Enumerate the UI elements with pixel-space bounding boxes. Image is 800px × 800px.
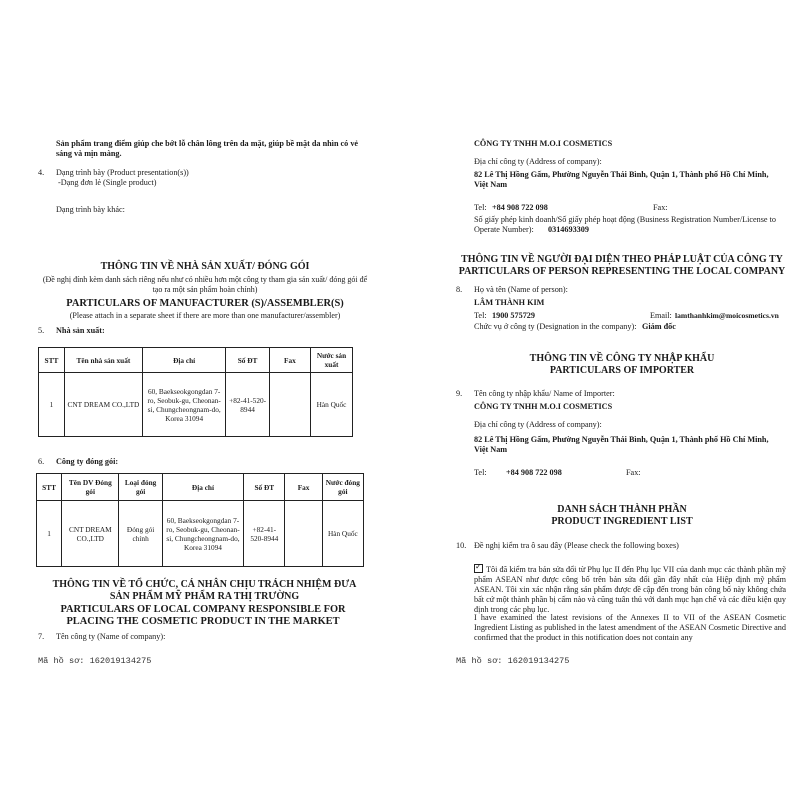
manufacturer-title-vn: THÔNG TIN VỀ NHÀ SẢN XUẤT/ ĐÓNG GÓI xyxy=(100,261,310,272)
importer-address-value: 82 Lê Thị Hồng Gấm, Phường Nguyễn Thái Bình, Quận 1, Thành phố Hồ Chí Minh, Việt Nam xyxy=(474,435,769,454)
item-7-number: 7. xyxy=(38,632,45,641)
item-7-label: Tên công ty (Name of company): xyxy=(56,632,166,641)
manufacturer-table xyxy=(38,347,353,437)
manufacturer-note-en: (Please attach in a separate sheet if there are more than one manufacturer/assembler) xyxy=(69,311,341,320)
item-8-number: 8. xyxy=(456,285,463,294)
item-4-number: 4. xyxy=(38,168,45,177)
table-header-row xyxy=(39,348,353,373)
item-4-value: -Dạng đơn lẻ (Single product) xyxy=(58,178,157,187)
column-header: STT xyxy=(39,348,65,373)
table-cell: Đóng gói chính xyxy=(119,501,162,567)
checkbox-statement-en: I have examined the latest revisions of the Annexes II to VII of the ASEAN Cosmetic Ingredient Listing as published in the latest amendment of the ASEAN Cosmetic Directive and confirmed that the product in this notification does not contain any xyxy=(474,613,786,642)
importer-name: CÔNG TY TNHH M.O.I COSMETICS xyxy=(474,402,613,411)
item-9-label: Tên công ty nhập khẩu/ Name of Importer: xyxy=(474,389,615,398)
column-header: Nước đóng gói xyxy=(322,474,363,501)
column-header: Tên DV Đóng gói xyxy=(62,474,119,501)
importer-tel-value: +84 908 722 098 xyxy=(506,468,562,477)
tel-label: Tel: xyxy=(474,203,487,212)
importer-fax-label: Fax: xyxy=(626,468,641,477)
ingredient-title-en: PRODUCT INGREDIENT LIST xyxy=(551,516,693,527)
table-cell xyxy=(269,373,310,437)
address-value: 82 Lê Thị Hồng Gấm, Phường Nguyễn Thái Bình, Quận 1, Thành phố Hồ Chí Minh, Việt Nam xyxy=(474,170,769,189)
importer-tel-label: Tel: xyxy=(474,468,487,477)
document-page-right xyxy=(400,0,800,800)
other-presentation-label: Dạng trình bày khác: xyxy=(56,205,125,214)
column-header: Fax xyxy=(269,348,310,373)
manufacturer-title-en: PARTICULARS OF MANUFACTURER (S)/ASSEMBLER(S) xyxy=(66,298,344,309)
position-label: Chức vụ ở công ty (Designation in the company): xyxy=(474,322,637,331)
file-code-right: Mã hồ sơ: 162019134275 xyxy=(456,656,570,666)
item-4-label: Dạng trình bày (Product presentation(s)) xyxy=(56,168,189,177)
column-header: STT xyxy=(37,474,62,501)
column-header: Fax xyxy=(285,474,322,501)
representative-title-vn: THÔNG TIN VỀ NGƯỜI ĐẠI DIỆN THEO PHÁP LUẬT CỦA CÔNG TY xyxy=(461,254,783,265)
table-cell: CNT DREAM CO.,LTD xyxy=(64,373,142,437)
checkbox-statement-vn xyxy=(474,564,786,615)
column-header: Nước sản xuất xyxy=(311,348,353,373)
tel-value: +84 908 722 098 xyxy=(492,203,548,212)
table-cell xyxy=(285,501,322,567)
position-value: Giám đốc xyxy=(642,322,676,331)
address-label: Địa chỉ công ty (Address of company): xyxy=(474,157,602,166)
importer-title-vn: THÔNG TIN VỀ CÔNG TY NHẬP KHẨU xyxy=(529,353,715,364)
table-cell: CNT DREAM CO.,LTD xyxy=(62,501,119,567)
item-5-number: 5. xyxy=(38,326,45,335)
checkbox-checked-icon[interactable] xyxy=(474,564,483,573)
ingredient-title-vn: DANH SÁCH THÀNH PHẦN xyxy=(557,504,687,515)
item-10-number: 10. xyxy=(456,541,467,550)
item-6-number: 6. xyxy=(38,457,45,466)
column-header: Địa chỉ xyxy=(142,348,225,373)
table-row xyxy=(37,501,364,567)
company-name: CÔNG TY TNHH M.O.I COSMETICS xyxy=(474,139,613,148)
fax-label: Fax: xyxy=(653,203,668,212)
checkbox-statement-vn-text: Tôi đã kiểm tra bản sửa đổi từ Phụ lục II đến Phụ lục VII của danh mục các thành phần mỹ phẩm ASEAN như được công bố trên bản sửa đổi gần đây nhất của Hiệp định mỹ phẩm ASEAN. Tôi xin xác nhận rằng sản phẩm được đề cập đến trong bản công bố này không chứa bất cứ một thành phần bị cấm nào và cũng tuân thủ với danh mục hạn chế và các điều kiện quy định trong các phụ lục. xyxy=(474,565,786,614)
importer-title-en: PARTICULARS OF IMPORTER xyxy=(549,365,695,376)
table-row xyxy=(39,373,353,437)
email-value: lamthanhkim@moicosmetics.vn xyxy=(675,311,779,320)
column-header: Loại đóng gói xyxy=(119,474,162,501)
table-header-row xyxy=(37,474,364,501)
representative-title-en: PARTICULARS OF PERSON REPRESENTING THE LOCAL COMPANY xyxy=(458,266,786,277)
importer-address-label: Địa chỉ công ty (Address of company): xyxy=(474,420,602,429)
table-cell: 60, Baekseokgongdan 7-ro, Seobuk-gu, Cheonan-si, Chungcheongnam-do, Korea 31094 xyxy=(162,501,243,567)
column-header: Số ĐT xyxy=(244,474,285,501)
assembler-table xyxy=(36,473,364,567)
table-cell: +82-41-520-8944 xyxy=(226,373,269,437)
table-cell: 60, Baekseokgongdan 7-ro, Seobuk-gu, Cheonan-si, Chungcheongnam-do, Korea 31094 xyxy=(142,373,225,437)
column-header: Tên nhà sản xuất xyxy=(64,348,142,373)
item-9-number: 9. xyxy=(456,389,463,398)
table-cell: +82-41-520-8944 xyxy=(244,501,285,567)
item-5-label: Nhà sản xuất: xyxy=(56,326,105,335)
person-tel-value: 1900 575729 xyxy=(492,311,535,320)
item-10-label: Đề nghị kiểm tra ô sau đây (Please check the following boxes) xyxy=(474,541,679,550)
column-header: Địa chỉ xyxy=(162,474,243,501)
column-header: Số ĐT xyxy=(226,348,269,373)
table-cell: 1 xyxy=(37,501,62,567)
table-cell: Hàn Quốc xyxy=(322,501,363,567)
email-label: Email: xyxy=(650,311,672,320)
table-cell: 1 xyxy=(39,373,65,437)
license-value: 0314693309 xyxy=(548,225,589,234)
local-company-title-en: PARTICULARS OF LOCAL COMPANY RESPONSIBLE FOR PLACING THE COSMETIC PRODUCT IN THE MARKET xyxy=(60,604,346,627)
person-tel-label: Tel: xyxy=(474,311,487,320)
file-code-left: Mã hồ sơ: 162019134275 xyxy=(38,656,152,666)
local-company-title-vn: THÔNG TIN VỀ TỔ CHỨC, CÁ NHÂN CHỊU TRÁCH NHIỆM ĐƯA SẢN PHẨM MỸ PHẨM RA THỊ TRƯỜNG xyxy=(52,579,357,602)
item-8-label: Họ và tên (Name of person): xyxy=(474,285,568,294)
license-label: Số giấy phép kinh doanh/Số giấy phép hoạt động (Business Registration Number/License to Operate Number): xyxy=(474,215,776,234)
table-cell: Hàn Quốc xyxy=(311,373,353,437)
product-description: Sản phẩm trang điểm giúp che bớt lỗ chân lông trên da mặt, giúp bề mặt da nhìn có vẻ sáng và mịn màng. xyxy=(56,139,359,158)
item-6-label: Công ty đóng gói: xyxy=(56,457,119,466)
person-name: LÂM THÀNH KIM xyxy=(474,298,545,307)
manufacturer-note-vn: (Đề nghị đính kèm danh sách riêng nếu như có nhiều hơn một công ty tham gia sản xuất/ đóng gói để tạo ra một sản phẩm hoàn chỉnh) xyxy=(42,275,368,294)
